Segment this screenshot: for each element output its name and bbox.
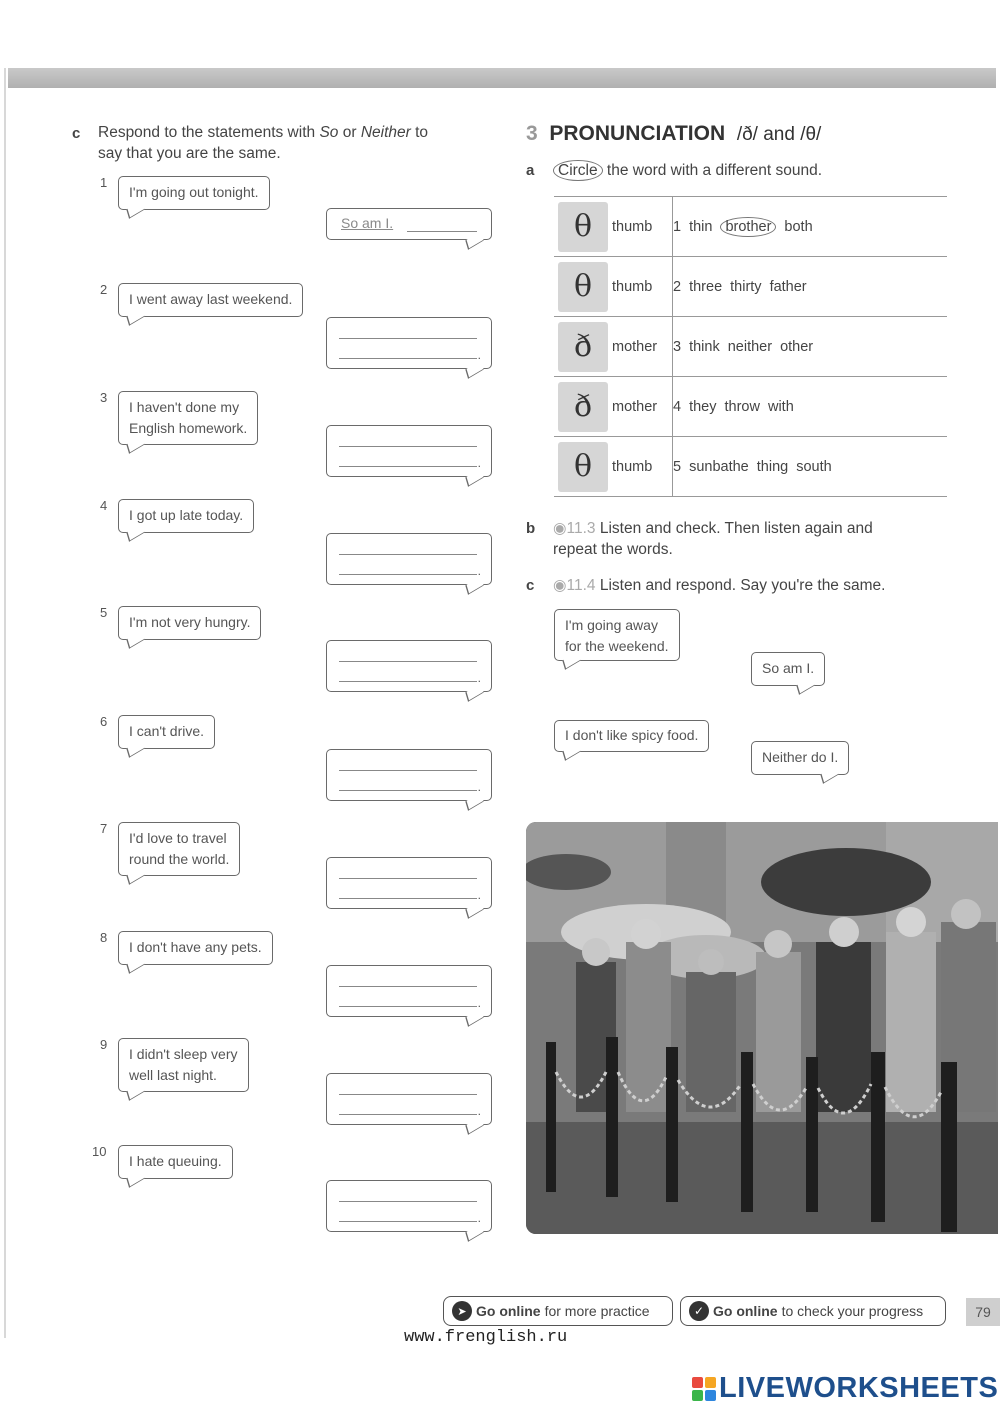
- exercise-a-letter: a: [526, 162, 535, 179]
- table-row: θ thumb 5 sunbathe thing south: [554, 437, 947, 497]
- exercise-b-instruction: ◉11.3 Listen and check. Then listen again and repeat the words.: [553, 520, 873, 558]
- statement-bubble: I don't have any pets.: [118, 931, 273, 965]
- exercise-c2-letter: c: [526, 577, 535, 594]
- audio-icon[interactable]: ◉: [553, 577, 567, 594]
- statement-bubble: I'd love to travel round the world.: [118, 822, 240, 876]
- exercise-c-instruction: Respond to the statements with So or Neither to say that you are the same.: [98, 124, 429, 162]
- table-row: θ thumb 2 three thirty father: [554, 257, 947, 317]
- answer-box[interactable]: .: [326, 1073, 492, 1125]
- word-options[interactable]: 4 they throw with: [673, 377, 948, 437]
- checkmark-icon: ✓: [689, 1301, 709, 1321]
- word-options: 1 thin brother both: [673, 197, 948, 257]
- liveworksheets-logo: LIVEWORKSHEETS: [692, 1372, 998, 1405]
- item-number: 5: [100, 605, 108, 620]
- thumb-icon: θ: [558, 262, 608, 312]
- circled-word: brother: [720, 217, 776, 237]
- statement-bubble: I can't drive.: [118, 715, 215, 749]
- item-number: 9: [100, 1037, 108, 1052]
- audio-icon[interactable]: ◉: [553, 520, 567, 537]
- mother-icon: ð: [558, 322, 608, 372]
- table-row: ð mother 3 think neither other: [554, 317, 947, 377]
- answer-text: So am I.: [341, 215, 394, 231]
- mother-icon: ð: [558, 382, 608, 432]
- statement-bubble: I hate queuing.: [118, 1145, 233, 1179]
- table-row: ð mother 4 they throw with: [554, 377, 947, 437]
- item-number: 7: [100, 821, 108, 836]
- statement-bubble: I went away last weekend.: [118, 283, 303, 317]
- answer-box[interactable]: .: [326, 749, 492, 801]
- exercise-b-letter: b: [526, 520, 536, 537]
- cursor-icon: ➤: [452, 1301, 472, 1321]
- example-statement-bubble: I'm going away for the weekend.: [554, 609, 680, 661]
- answer-box[interactable]: .: [326, 533, 492, 585]
- answer-box[interactable]: .: [326, 640, 492, 692]
- word-options[interactable]: 5 sunbathe thing south: [673, 437, 948, 497]
- exercise-c2-instruction: ◉11.4 Listen and respond. Say you're the same.: [553, 577, 886, 594]
- answer-box[interactable]: .: [326, 857, 492, 909]
- answer-box[interactable]: [326, 208, 492, 240]
- exercise-a-instruction: Circle the word with a different sound.: [553, 160, 822, 181]
- statement-bubble: I'm not very hungry.: [118, 606, 261, 640]
- answer-box[interactable]: .: [326, 965, 492, 1017]
- source-url: www.frenglish.ru: [404, 1328, 568, 1347]
- answer-box[interactable]: .: [326, 317, 492, 369]
- queue-in-rain-photo: [526, 822, 998, 1234]
- answer-box[interactable]: .: [326, 1180, 492, 1232]
- item-number: 6: [100, 714, 108, 729]
- page-top-bar: [8, 68, 996, 88]
- example-response-bubble: Neither do I.: [751, 741, 849, 775]
- statement-bubble: I haven't done my English homework.: [118, 391, 258, 445]
- item-number: 1: [100, 175, 108, 190]
- page-edge: [4, 68, 6, 1338]
- example-response-bubble: So am I.: [751, 652, 825, 686]
- exercise-c-letter: c: [72, 125, 81, 142]
- thumb-icon: θ: [558, 442, 608, 492]
- item-number: 10: [92, 1144, 107, 1159]
- statement-bubble: I got up late today.: [118, 499, 254, 533]
- go-online-practice-button[interactable]: ➤ Go online for more practice: [443, 1296, 673, 1326]
- item-number: 4: [100, 498, 108, 513]
- item-number: 2: [100, 282, 108, 297]
- statement-bubble: I didn't sleep very well last night.: [118, 1038, 249, 1092]
- section-heading: 3 PRONUNCIATION /ð/ and /θ/: [526, 122, 822, 145]
- pronunciation-table: [554, 196, 947, 497]
- item-number: 8: [100, 930, 108, 945]
- statement-bubble: I'm going out tonight.: [118, 176, 270, 210]
- go-online-progress-button[interactable]: ✓ Go online to check your progress: [680, 1296, 946, 1326]
- item-number: 3: [100, 390, 108, 405]
- thumb-icon: θ: [558, 202, 608, 252]
- answer-box[interactable]: .: [326, 425, 492, 477]
- table-row: θ thumb 1 thin brother both: [554, 197, 947, 257]
- word-options[interactable]: 3 think neither other: [673, 317, 948, 377]
- liveworksheets-icon: [692, 1377, 716, 1401]
- example-statement-bubble: I don't like spicy food.: [554, 720, 709, 752]
- page-number: 79: [966, 1298, 1000, 1326]
- word-options[interactable]: 2 three thirty father: [673, 257, 948, 317]
